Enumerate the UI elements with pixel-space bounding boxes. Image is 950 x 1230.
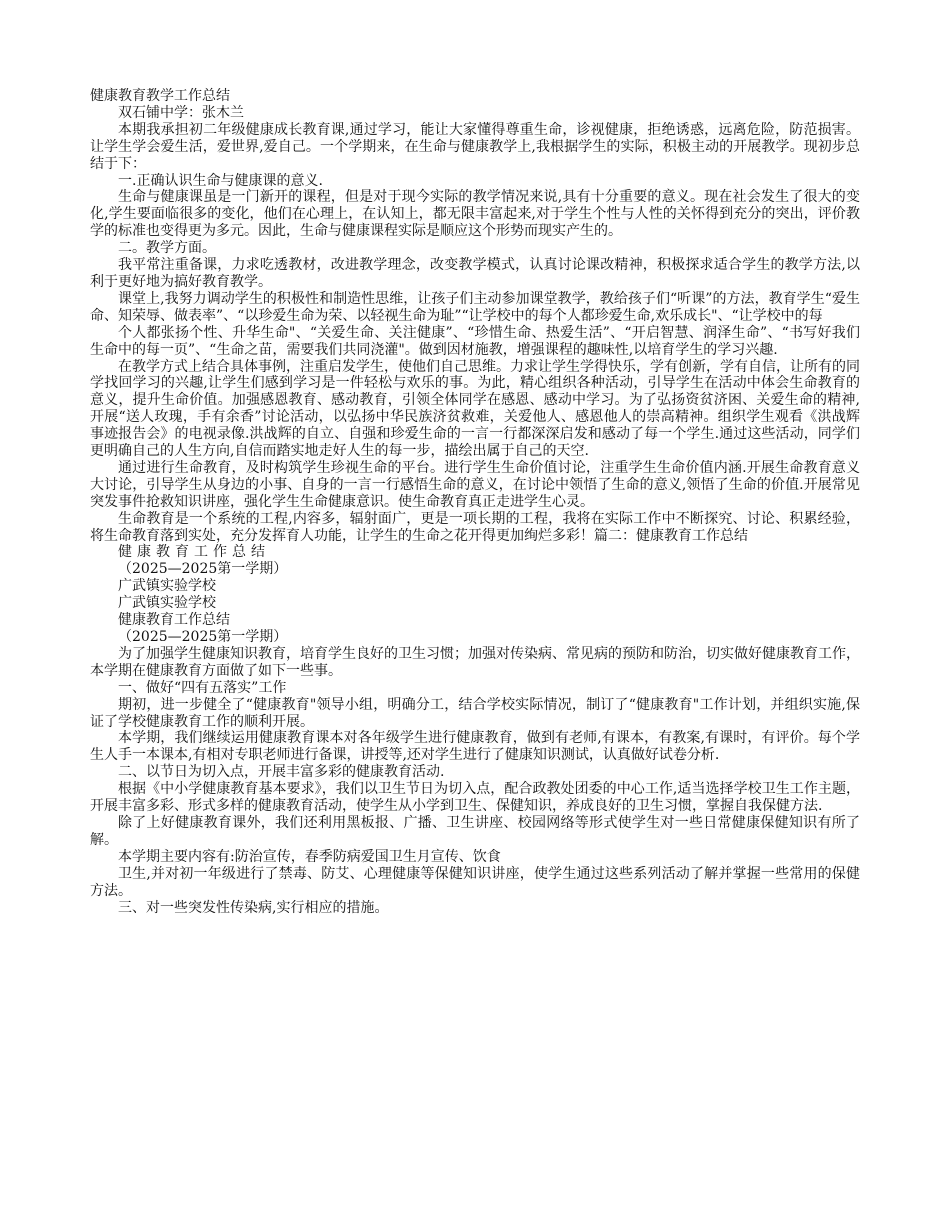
paragraph: 通过进行生命教育，及时构筑学生珍视生命的平台。进行学生生命价值讨论，注重学生生命价值内涵.开展生命教育意义大讨论，引导学生从身边的小事、自身的一言一行感悟生命的意义，在讨论中领悟了生命的意义,领悟了生命的价值.开展常见突发事件抢救知识讲座，强化学生生命健康意识。使生命教育真正走进学生心灵。 xyxy=(90,459,860,510)
paragraph: 为了加强学生健康知识教育，培育学生良好的卫生习惯；加强对传染病、常见病的预防和防治，切实做好健康教育工作，本学期在健康教育方面做了如下一些事。 xyxy=(90,645,860,679)
second-document-title: 健康教育工作总结 xyxy=(118,544,270,561)
section-heading: 一、做好“四有五落实”工作 xyxy=(118,679,287,696)
paragraph: 卫生,并对初一年级进行了禁毒、防艾、心理健康等保健知识讲座，使学生通过这些系列活动了解并掌握一些常用的保健方法。 xyxy=(90,865,860,899)
paragraph: 在教学方式上结合具体事例，注重启发学生，使他们自己思维。力求让学生学得快乐，学有创新，学有自信，让所有的同学找回学习的兴趣,让学生们感到学习是一件轻松与欢乐的事。为此，精心组织各种活动，引导学生在活动中体会生命教育的意义，提升生命价值。加强感恩教育、感动教育，引领全体同学在感恩、感动中学习。为了弘扬资贫济困、关爱生命的精神,开展“送人玫瑰，手有余香”讨论活动，以弘扬中华民族济贫救难，关爱他人、感恩他人的崇高精神。组织学生观看《洪战辉事迹报告会》的电视录像.洪战辉的自立、自强和珍爱生命的一言一行都深深启发和感动了每一个学生.通过这些活动，同学们更明确自己的人生方向,自信而踏实地走好人生的每一步，描绘出属于自己的天空. xyxy=(90,358,860,460)
paragraph: 除了上好健康教育课外，我们还利用黑板报、广播、卫生讲座、校园网络等形式使学生对一些日常健康保健知识有所了解。 xyxy=(90,814,860,848)
term-line: （2025—2025第一学期） xyxy=(118,629,288,645)
paragraph: 根据《中小学健康教育基本要求》，我们以卫生节日为切入点，配合政教处团委的中心工作,适当选择学校卫生工作主题，开展丰富多彩、形式多样的健康教育活动，使学生从小学到卫生、保健知识，养成良好的卫生习惯，掌握自我保健方法. xyxy=(90,781,860,815)
section-heading: 二。教学方面。 xyxy=(118,240,216,257)
paragraph: 课堂上,我努力调动学生的积极性和制造性思维，让孩子们主动参加课堂教学，教给孩子们“听课”的方法，教育学生“爱生命、知荣辱、做表率”、“以珍爱生命为荣、以轻视生命为耻”“让学校中的每个人都珍爱生命,欢乐成长"、“让学校中的每 xyxy=(90,290,860,324)
term-line: （2025—2025第一学期） xyxy=(118,561,288,578)
paragraph: 生命与健康课虽是一门新开的课程，但是对于现今实际的教学情况来说,具有十分重要的意义。现在社会发生了很大的变化,学生要面临很多的变化，他们在心理上，在认知上，都无限丰富起来,对于学生个性与人性的关怀得到充分的突出，评价教学的标准也变得更为多元。因此，生命与健康课程实际是顺应这个形势而现实产生的。 xyxy=(90,189,860,240)
subtitle: 健康教育工作总结 xyxy=(118,612,230,629)
section-heading: 二、以节日为切入点，开展丰富多彩的健康教育活动. xyxy=(118,764,445,781)
section-heading: 一.正确认识生命与健康课的意义. xyxy=(118,172,323,189)
paragraph: 本学期，我们继续运用健康教育课本对各年级学生进行健康教育，做到有老师,有课本，有教案,有课时，有评价。每个学生人手一本课本,有相对专职老师进行备课，讲授等,还对学生进行了健康知识测试，认真做好试卷分析. xyxy=(90,730,860,764)
document-title: 健康教育教学工作总结 xyxy=(90,88,230,104)
paragraph: 个人都张扬个性、升华生命"、“关爱生命、关注健康”、“珍惜生命、热爱生活”、“开启智慧、润泽生命”、“书写好我们生命中的每一页”、“生命之苗，需要我们共同浇灌"。做到因材施教，增强课程的趣味性,以培育学生的学习兴趣. xyxy=(90,324,860,358)
author-line: 双石铺中学：张木兰 xyxy=(118,104,244,121)
document-page xyxy=(90,88,860,916)
section-heading: 三、对一些突发性传染病,实行相应的措施。 xyxy=(118,899,389,916)
paragraph: 生命教育是一个系统的工程,内容多，辐射面广，更是一项长期的工程，我将在实际工作中不断探究、讨论、积累经验，将生命教育落到实处，充分发挥育人功能，让学生的生命之花开得更加绚烂多彩！篇二：健康教育工作总结 xyxy=(90,510,860,544)
paragraph: 本期我承担初二年级健康成长教育课,通过学习，能让大家懂得尊重生命，诊视健康，拒绝诱惑，远离危险，防范损害。让学生学会爱生活，爱世界,爱自己。一个学期来，在生命与健康教学上,我根据学生的实际，积极主动的开展教学。现初步总结于下： xyxy=(90,121,860,172)
school-name: 广武镇实验学校 xyxy=(118,595,216,612)
paragraph: 期初，进一步健全了“健康教育"领导小组，明确分工，结合学校实际情况，制订了“健康教育"工作计划，并组织实施,保证了学校健康教育工作的顺利开展。 xyxy=(90,696,860,730)
paragraph: 本学期主要内容有:防治宣传，春季防病爱国卫生月宣传、饮食 xyxy=(118,848,501,865)
paragraph: 我平常注重备课，力求吃透教材，改进教学理念，改变教学模式，认真讨论课改精神，积极探求适合学生的教学方法,以利于更好地为搞好教育教学。 xyxy=(90,257,860,290)
school-name: 广武镇实验学校 xyxy=(118,578,216,595)
